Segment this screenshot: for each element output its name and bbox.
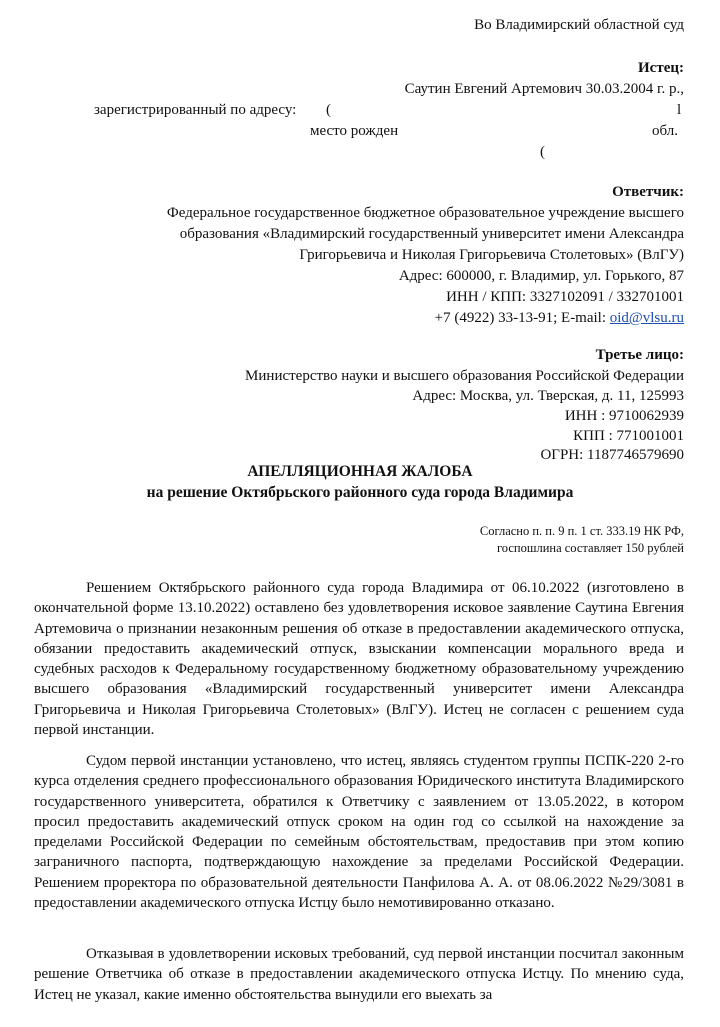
document-title: АПЕЛЛЯЦИОННАЯ ЖАЛОБА <box>247 463 473 480</box>
defendant-name-line-3: Григорьевича и Николая Григорьевича Столетовых» (ВлГУ) <box>299 247 684 263</box>
fee-note-line-1: Согласно п. п. 9 п. 1 ст. 333.19 НК РФ, <box>479 524 684 538</box>
defendant-heading: Ответчик: <box>612 184 684 200</box>
third-party-address: Адрес: Москва, ул. Тверская, д. 11, 125993 <box>412 388 684 404</box>
plaintiff-name: Саутин Евгений Артемович 30.03.2004 г. р., <box>404 81 684 97</box>
third-party-heading: Третье лицо: <box>595 347 684 363</box>
body-paragraph-2: Судом первой инстанции установлено, что истец, являясь студентом группы ПСПК-220 2-го курса отделения среднего профессионального образования Юридического института Владимирского государственного университета, обратился к Ответчику с заявлением от 13.05.2022, в котором просил предоставить академический отпуск сроком на один год со ссылкой на нахождение за пределами Российской Федерации по семейным обстоятельствам, предоставив при этом копию заграничного паспорта, подтверждающую нахождение за пределами Российской Федерации. Решением проректора по образовательной деятельности Панфилова А. А. от 08.06.2022 №29/3081 в предоставлении академического отпуска Истцу было немотивированно отказано. <box>34 753 684 912</box>
defendant-address: Адрес: 600000, г. Владимир, ул. Горького, 87 <box>398 268 684 284</box>
defendant-inn-kpp: ИНН / КПП: 3327102091 / 332701001 <box>446 289 684 305</box>
plaintiff-birthplace-label: место рожден <box>310 123 399 139</box>
plaintiff-address-fragment: ( <box>326 102 331 118</box>
plaintiff-heading: Истец: <box>638 60 684 76</box>
third-party-ogrn: ОГРН: 1187746579690 <box>540 447 684 463</box>
body-paragraph-3: Отказывая в удовлетворении исковых требований, суд первой инстанции посчитал законным решение Ответчика об отказе в предоставлении академического отпуска Истцу. По мнению суда, Истец не указал, какие именно обстоятельства вынудили его выехать за <box>34 946 684 1003</box>
court-addressee: Во Владимирский областной суд <box>474 17 684 33</box>
plaintiff-birthplace-end: обл. <box>652 123 678 139</box>
defendant-name-line-1: Федеральное государственное бюджетное образовательное учреждение высшего <box>166 205 684 221</box>
plaintiff-address-label: зарегистрированный по адресу: <box>94 102 297 118</box>
plaintiff-address-end: l <box>677 102 682 118</box>
defendant-email-link[interactable]: oid@vlsu.ru <box>609 310 684 326</box>
defendant-contacts: +7 (4922) 33-13-91; E-mail: oid@vlsu.ru <box>434 310 684 326</box>
third-party-kpp: КПП : 771001001 <box>573 428 684 444</box>
defendant-name-line-2: образования «Владимирский государственный университет имени Александра <box>179 226 684 242</box>
body-paragraph-1: Решением Октябрьского районного суда города Владимира от 06.10.2022 (изготовлено в окончательной форме 13.10.2022) оставлено без удовлетворения исковое заявление Саутина Евгения Артемовича о признании незаконным решения об отказе в предоставлении академического отпуска, обязании предоставить академический отпуск, взыскании компенсации морального вреда и судебных расходов к Федеральному государственному бюджетному образовательному учреждению высшего образования «Владимирский государственный университет имени Александра Григорьевича и Николая Григорьевича Столетовых» (ВлГУ). Истец не согласен с решением суда первой инстанции. <box>34 580 684 739</box>
document-subtitle: на решение Октябрьского районного суда города Владимира <box>146 484 574 501</box>
fee-note-line-2: госпошлина составляет 150 рублей <box>496 541 684 555</box>
third-party-inn: ИНН : 9710062939 <box>564 408 684 424</box>
third-party-name: Министерство науки и высшего образования Российской Федерации <box>245 368 684 384</box>
plaintiff-extra-fragment: ( <box>540 144 545 160</box>
